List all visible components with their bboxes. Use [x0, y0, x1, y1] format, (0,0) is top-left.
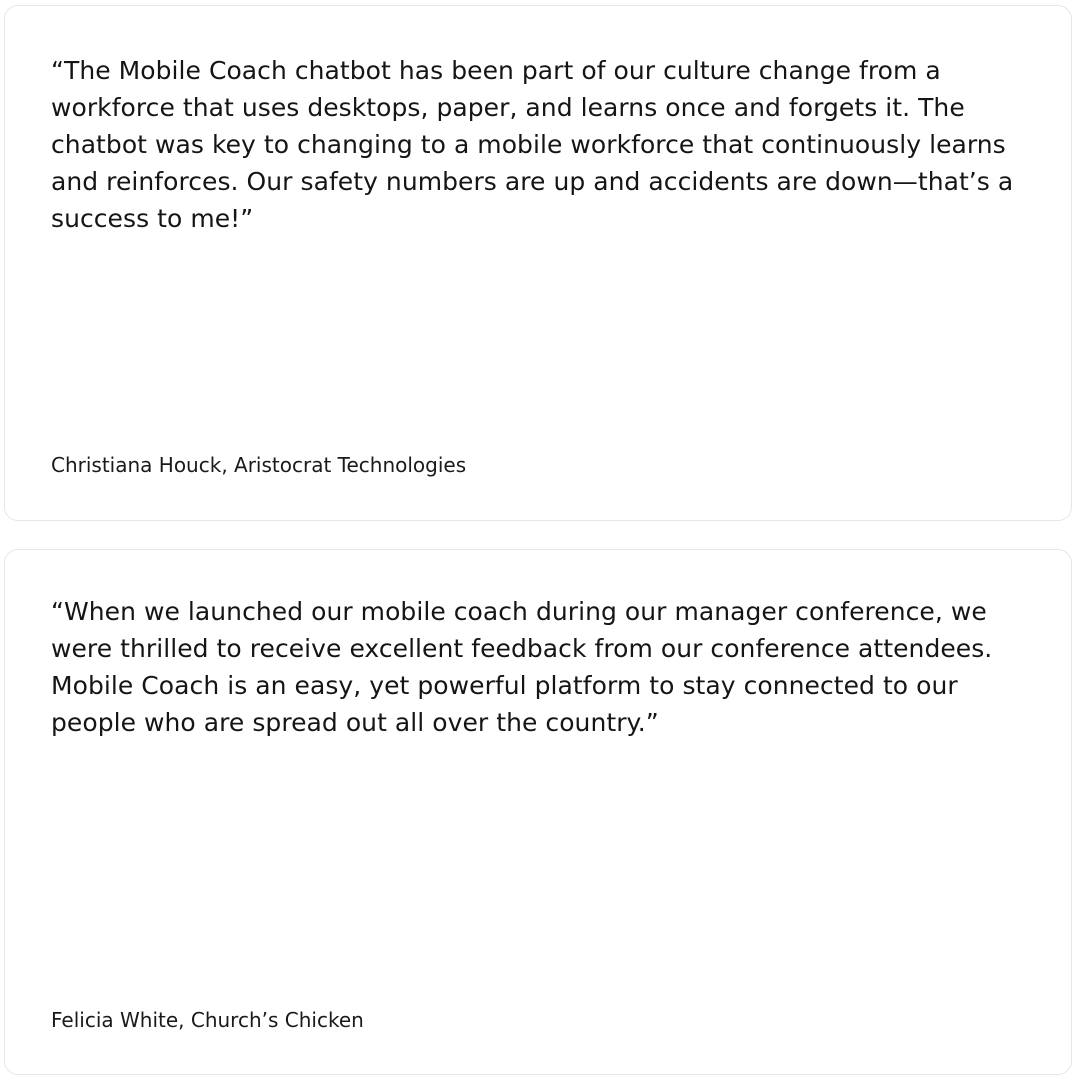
testimonial-author: Christiana Houck, Aristocrat Technologies — [51, 453, 467, 477]
testimonial-card — [4, 549, 1072, 1075]
testimonial-quote: “The Mobile Coach chatbot has been part of our culture change from a workforce that uses desktops, paper, and learns once and forgets it. The chatbot was key to changing to a mobile workforce that continuously learns and reinforces. Our safety numbers are up and accidents are down—that’s a success to me!” — [51, 56, 1014, 233]
testimonial-author: Felicia White, Church’s Chicken — [51, 1008, 364, 1032]
testimonial-card — [4, 5, 1072, 521]
testimonial-quote: “When we launched our mobile coach during our manager conference, we were thrilled to receive excellent feedback from our conference attendees. Mobile Coach is an easy, yet powerful platform to stay connected to our people who are spread out all over the country.” — [51, 597, 993, 737]
